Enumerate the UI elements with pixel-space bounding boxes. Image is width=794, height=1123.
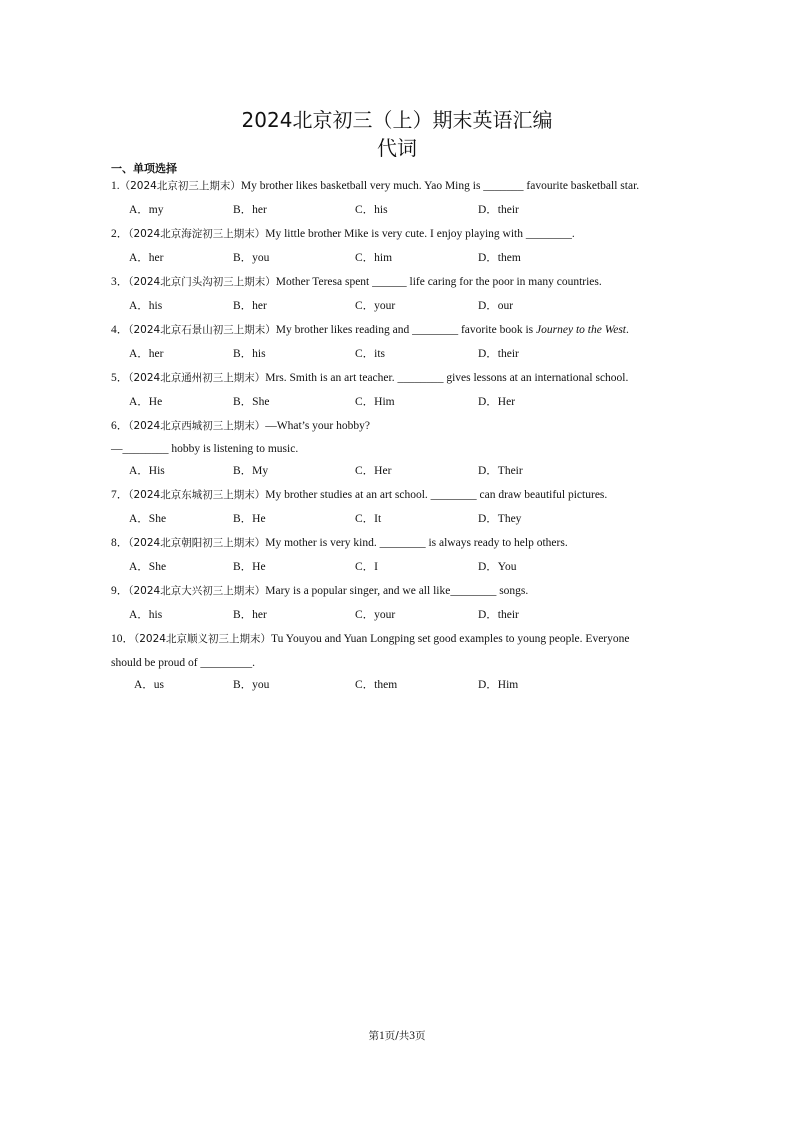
option-a: A．my bbox=[129, 204, 164, 216]
question-text: Mrs. Smith is an art teacher. ________ gives lessons at an international school. bbox=[265, 372, 629, 384]
option-d: D．Her bbox=[478, 396, 516, 408]
option-b: B．her bbox=[233, 300, 267, 312]
option-c: C．its bbox=[355, 348, 386, 360]
question-5-options bbox=[129, 394, 689, 410]
question-text: —What’s your hobby? bbox=[265, 420, 370, 432]
question-6 bbox=[111, 418, 691, 434]
question-source: （2024北京顺义初三上期末） bbox=[134, 633, 271, 645]
footer-total-pages: 3 bbox=[409, 1030, 416, 1042]
option-c: C．your bbox=[355, 300, 396, 312]
option-b: B．her bbox=[233, 609, 267, 621]
option-b: B．his bbox=[233, 348, 266, 360]
question-source: （2024北京初三上期末） bbox=[119, 180, 241, 192]
question-number: 2． bbox=[111, 228, 129, 240]
question-text: Mother Teresa spent ______ life caring for the poor in many countries. bbox=[275, 276, 602, 288]
question-3 bbox=[111, 274, 691, 290]
question-1 bbox=[111, 178, 691, 194]
question-number: 9． bbox=[111, 585, 129, 597]
option-c: C．his bbox=[355, 204, 388, 216]
question-6-line2: —________ hobby is listening to music. bbox=[111, 443, 299, 455]
option-b: B．you bbox=[233, 252, 270, 264]
question-8-options bbox=[129, 559, 689, 575]
page-footer bbox=[0, 1028, 794, 1044]
question-4 bbox=[111, 322, 691, 338]
option-b: B．She bbox=[233, 396, 270, 408]
question-9-options bbox=[129, 607, 689, 623]
question-1-options bbox=[129, 202, 689, 218]
question-source: （2024北京石景山初三上期末） bbox=[128, 324, 276, 336]
option-b: B．her bbox=[233, 204, 267, 216]
question-7 bbox=[111, 487, 691, 503]
question-10-options bbox=[134, 677, 694, 693]
question-source: （2024北京朝阳初三上期末） bbox=[128, 537, 266, 549]
option-d: D．our bbox=[478, 300, 514, 312]
question-7-options bbox=[129, 511, 689, 527]
option-b: B．My bbox=[233, 465, 269, 477]
question-10-line2: should be proud of _________. bbox=[111, 657, 256, 669]
page-subtitle: 代词 bbox=[377, 136, 417, 160]
option-c: C．It bbox=[355, 513, 382, 525]
footer-prefix: 第 bbox=[368, 1030, 379, 1042]
question-source: （2024北京大兴初三上期末） bbox=[128, 585, 266, 597]
question-source: （2024北京海淀初三上期末） bbox=[128, 228, 266, 240]
page-title: 2024北京初三（上）期末英语汇编 bbox=[241, 108, 553, 132]
question-number: 4． bbox=[111, 324, 129, 336]
question-2-options bbox=[129, 250, 689, 266]
option-d: D．their bbox=[478, 609, 519, 621]
footer-page-number: 1 bbox=[378, 1030, 385, 1042]
option-c: C．them bbox=[355, 679, 398, 691]
question-4-options bbox=[129, 346, 689, 362]
option-a: A．us bbox=[134, 679, 165, 691]
question-6-options bbox=[129, 463, 689, 479]
option-d: D．You bbox=[478, 561, 517, 573]
question-text: My brother likes reading and ________ favorite book is bbox=[275, 324, 537, 336]
option-d: D．Their bbox=[478, 465, 523, 477]
option-a: A．his bbox=[129, 609, 163, 621]
question-text: My brother likes basketball very much. Yao Ming is _______ favourite basketball star. bbox=[240, 180, 640, 192]
option-a: A．her bbox=[129, 348, 164, 360]
question-text: Tu Youyou and Yuan Longping set good examples to young people. Everyone bbox=[270, 633, 630, 645]
question-number: 10． bbox=[111, 633, 134, 645]
question-8 bbox=[111, 535, 691, 551]
question-2 bbox=[111, 226, 691, 242]
question-3-options bbox=[129, 298, 689, 314]
question-source: （2024北京东城初三上期末） bbox=[128, 489, 266, 501]
option-b: B．you bbox=[233, 679, 270, 691]
option-c: C．him bbox=[355, 252, 393, 264]
question-number: 5． bbox=[111, 372, 129, 384]
question-source: （2024北京通州初三上期末） bbox=[128, 372, 266, 384]
question-number: 8． bbox=[111, 537, 129, 549]
book-title: Journey to the West bbox=[536, 324, 626, 336]
option-a: A．her bbox=[129, 252, 164, 264]
question-text-end: . bbox=[626, 324, 629, 336]
question-source: （2024北京门头沟初三上期末） bbox=[128, 276, 276, 288]
option-a: A．his bbox=[129, 300, 163, 312]
option-c: C．I bbox=[355, 561, 378, 573]
question-text: My brother studies at an art school. ________ can draw beautiful pictures. bbox=[265, 489, 608, 501]
option-a: A．She bbox=[129, 561, 167, 573]
question-number: 6． bbox=[111, 420, 129, 432]
footer-mid: 页/共 bbox=[384, 1030, 410, 1042]
option-c: C．Him bbox=[355, 396, 395, 408]
question-text: Mary is a popular singer, and we all like________ songs. bbox=[265, 585, 529, 597]
option-c: C．your bbox=[355, 609, 396, 621]
option-d: D．They bbox=[478, 513, 522, 525]
question-9 bbox=[111, 583, 691, 599]
option-a: A．She bbox=[129, 513, 167, 525]
option-d: D．Him bbox=[478, 679, 519, 691]
option-a: A．His bbox=[129, 465, 165, 477]
question-number: 1. bbox=[111, 180, 120, 192]
option-b: B．He bbox=[233, 513, 266, 525]
question-source: （2024北京西城初三上期末） bbox=[128, 420, 266, 432]
question-10 bbox=[111, 631, 691, 647]
option-d: D．their bbox=[478, 348, 519, 360]
question-5 bbox=[111, 370, 691, 386]
question-text: My little brother Mike is very cute. I enjoy playing with ________. bbox=[265, 228, 575, 240]
question-text: My mother is very kind. ________ is always ready to help others. bbox=[265, 537, 568, 549]
section-heading: 一、单项选择 bbox=[111, 162, 177, 175]
option-a: A．He bbox=[129, 396, 163, 408]
question-number: 3． bbox=[111, 276, 129, 288]
question-number: 7． bbox=[111, 489, 129, 501]
option-b: B．He bbox=[233, 561, 266, 573]
option-d: D．their bbox=[478, 204, 519, 216]
option-d: D．them bbox=[478, 252, 521, 264]
footer-suffix: 页 bbox=[415, 1030, 426, 1042]
option-c: C．Her bbox=[355, 465, 392, 477]
